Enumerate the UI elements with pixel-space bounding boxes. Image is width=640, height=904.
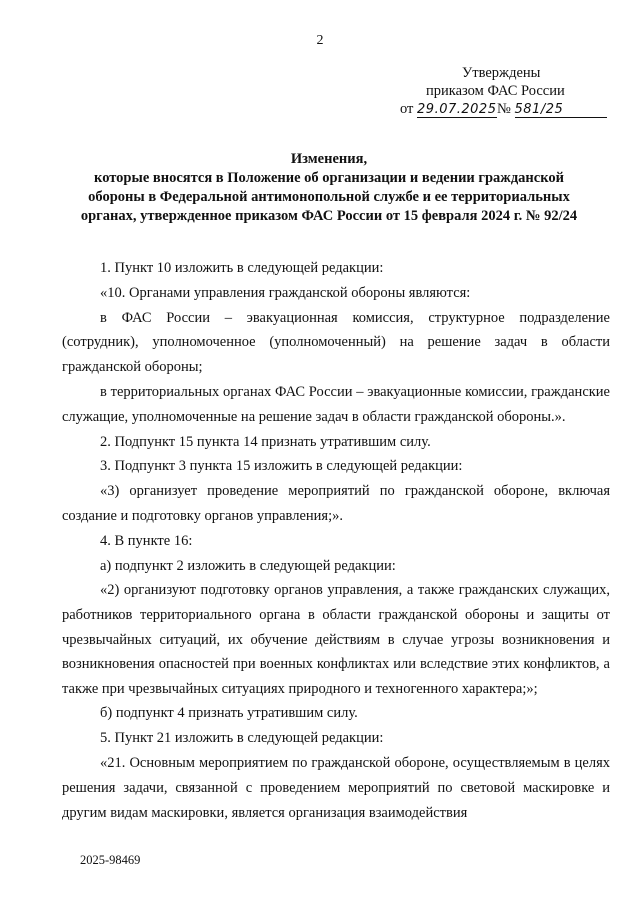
paragraph: «21. Основным мероприятием по гражданской обороне, осуществляемым в целях решения задачи, связанной с проведением мероприятий по световой маскировке и другим видам маскировки, является организация взаимодействия [62, 754, 610, 821]
paragraph: 2. Подпункт 15 пункта 14 признать утратившим силу. [100, 433, 431, 450]
approval-block [400, 64, 610, 118]
page-number: 2 [316, 33, 324, 48]
document-title [56, 150, 602, 226]
approval-heading: Утверждены [462, 65, 541, 81]
title-line-1: Изменения, [290, 151, 368, 167]
paragraph: «10. Органами управления гражданской обороны являются: [100, 284, 471, 301]
title-line-4: органах, утвержденное приказом ФАС России от 15 февраля 2024 г. № 92/24 [80, 208, 578, 224]
approval-from-prefix: от [400, 101, 414, 117]
paragraph: 1. Пункт 10 изложить в следующей редакции: [100, 260, 384, 276]
paragraph: «3) организует проведение мероприятий по гражданской обороне, включая создание и подготовку органов управления;». [62, 483, 610, 524]
paragraph: «2) организуют подготовку органов управления, а также гражданских служащих, работников территориального органа в области гражданской обороны и защиты от чрезвычайных ситуаций, их обучение действиям в случае угрозы возникновения и возникновения опасностей при военных конфликтах или вследствие этих конфликтов, а также при чрезвычайных ситуациях природного и техногенного характера;»; [62, 582, 610, 697]
approval-number-sign: № [497, 101, 511, 117]
title-line-3: обороны в Федеральной антимонопольной службе и ее территориальных [88, 189, 570, 205]
paragraph: 3. Подпункт 3 пункта 15 изложить в следующей редакции: [100, 458, 463, 475]
paragraph: 5. Пункт 21 изложить в следующей редакции: [100, 730, 384, 747]
footer-document-code: 2025-98469 [80, 853, 141, 867]
document-body [62, 256, 610, 825]
approval-date-number-line [400, 100, 610, 118]
paragraph: в ФАС России – эвакуационная комиссия, структурное подразделение (сотрудник), уполномоченное (уполномоченный) на решение задач в области гражданской обороны; [62, 309, 610, 376]
approval-date-handwritten: 29.07.2025 [417, 102, 497, 117]
paragraph: б) подпункт 4 признать утратившим силу. [100, 705, 358, 722]
title-line-2: которые вносятся в Положение об организации и ведении гражданской [94, 170, 564, 186]
approval-order-label: приказом ФАС России [426, 83, 565, 99]
paragraph: в территориальных органах ФАС России – эвакуационные комиссии, гражданские служащие, уполномоченные на решение задач в области гражданской обороны.». [62, 383, 610, 425]
approval-number-handwritten: 581/25 [515, 103, 607, 118]
paragraph: 4. В пункте 16: [100, 532, 193, 549]
paragraph: а) подпункт 2 изложить в следующей редакции: [100, 557, 396, 574]
